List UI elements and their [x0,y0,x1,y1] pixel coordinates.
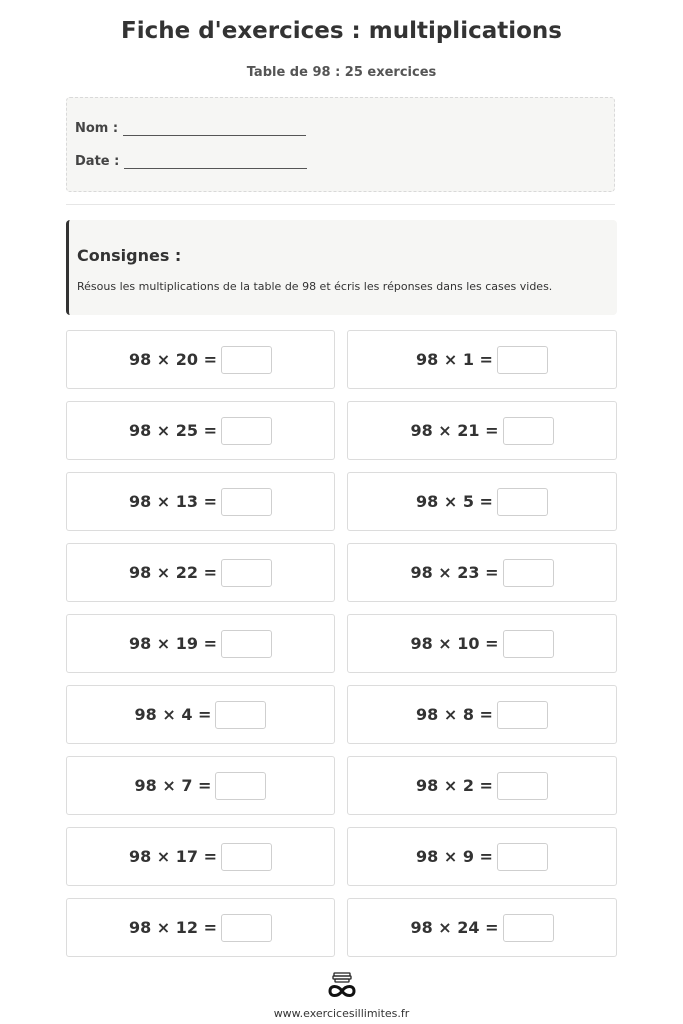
exercise-card [66,827,335,886]
exercise-card [347,401,617,460]
exercise-expression: 98 × 2 = [416,776,493,795]
exercise-expression: 98 × 21 = [410,421,499,440]
name-blank-line[interactable] [123,123,306,136]
exercise-grid [66,330,617,957]
exercise-card [347,898,617,957]
answer-input[interactable] [497,843,548,871]
exercise-expression: 98 × 10 = [410,634,499,653]
page-title: Fiche d'exercices : multiplications [121,18,562,44]
exercise-expression: 98 × 24 = [410,918,499,937]
exercise-expression: 98 × 13 = [128,492,218,511]
exercise-expression: 98 × 7 = [134,776,212,795]
answer-input[interactable] [221,559,272,587]
student-info-box [66,97,615,192]
answer-input[interactable] [497,346,548,374]
answer-input[interactable] [221,417,272,445]
date-label: Date : [75,154,120,169]
exercise-expression: 98 × 5 = [416,492,493,511]
exercise-card [347,756,617,815]
exercise-card [66,614,335,673]
infinity-books-icon [325,970,359,1000]
exercise-card [66,898,335,957]
exercise-expression: 98 × 9 = [416,847,493,866]
answer-input[interactable] [497,488,548,516]
answer-input[interactable] [497,772,548,800]
page-subtitle: Table de 98 : 25 exercices [246,65,437,80]
exercise-card [347,685,617,744]
name-label: Nom : [75,121,119,136]
exercise-card [66,685,335,744]
answer-input[interactable] [215,772,266,800]
answer-input[interactable] [497,701,548,729]
instructions-text: Résous les multiplications de la table de 98 et écris les réponses dans les cases vides. [77,280,553,293]
exercise-expression: 98 × 20 = [128,350,218,369]
exercise-expression: 98 × 17 = [128,847,218,866]
exercise-expression: 98 × 1 = [416,350,493,369]
exercise-card [347,543,617,602]
instructions-box [66,220,617,315]
exercise-expression: 98 × 8 = [416,705,493,724]
exercise-card [347,330,617,389]
instructions-title: Consignes : [77,246,182,265]
exercise-card [347,472,617,531]
footer-url[interactable]: www.exercicesillimites.fr [273,1007,410,1020]
exercise-card [66,472,335,531]
answer-input[interactable] [221,630,272,658]
answer-input[interactable] [503,914,554,942]
exercise-card [66,330,335,389]
divider [66,204,615,205]
exercise-expression: 98 × 25 = [128,421,218,440]
name-row [75,121,306,136]
answer-input[interactable] [221,914,272,942]
exercise-expression: 98 × 23 = [410,563,499,582]
exercise-card [347,827,617,886]
date-blank-line[interactable] [124,156,307,169]
date-row [75,154,307,169]
exercise-card [66,543,335,602]
exercise-expression: 98 × 12 = [128,918,218,937]
answer-input[interactable] [221,843,272,871]
answer-input[interactable] [503,630,554,658]
exercise-expression: 98 × 22 = [128,563,218,582]
answer-input[interactable] [221,346,272,374]
answer-input[interactable] [221,488,272,516]
exercise-card [66,756,335,815]
answer-input[interactable] [503,417,554,445]
exercise-card [66,401,335,460]
answer-input[interactable] [215,701,266,729]
exercise-card [347,614,617,673]
answer-input[interactable] [503,559,554,587]
exercise-expression: 98 × 4 = [134,705,212,724]
exercise-expression: 98 × 19 = [128,634,218,653]
